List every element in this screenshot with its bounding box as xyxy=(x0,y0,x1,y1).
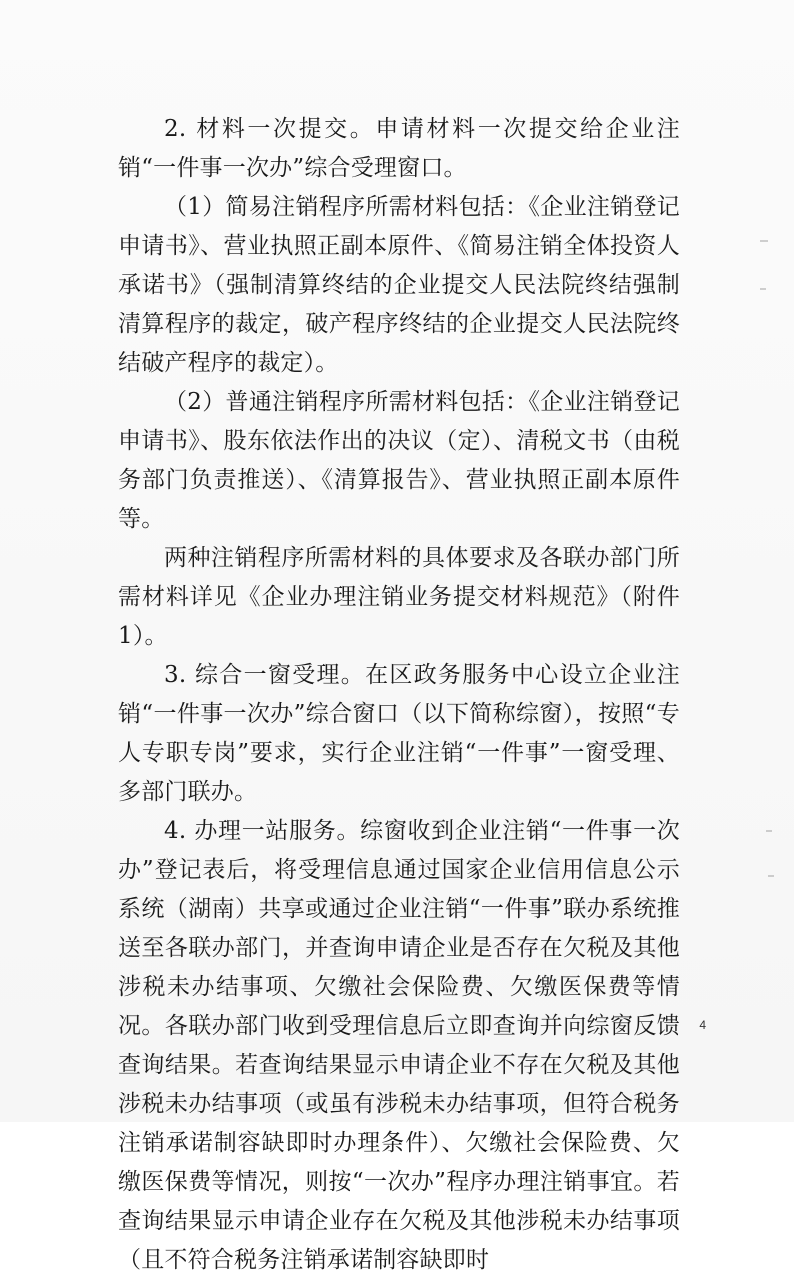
paragraph-simple-deregistration: （1）简易注销程序所需材料包括：《企业注销登记申请书》、营业执照正副本原件、《简易注销全体投资人承诺书》（强制清算终结的企业提交人民法院终结强制清算程序的裁定，破产程序终结的企业提交人民法院终结破产程序的裁定）。 xyxy=(118,194,680,376)
document-body xyxy=(118,110,680,1280)
scan-mark xyxy=(766,830,772,832)
paragraph-one-window-acceptance: 3. 综合一窗受理。在区政务服务中心设立企业注销“一件事一次办”综合窗口（以下简称综窗），按照“专人专职专岗”要求，实行企业注销“一件事”一窗受理、多部门联办。 xyxy=(118,662,680,805)
paragraph-one-stop-service: 4. 办理一站服务。综窗收到企业注销“一件事一次办”登记表后，将受理信息通过国家企业信用信息公示系统（湖南）共享或通过企业注销“一件事”联办系统推送至各联办部门，并查询申请企业是否存在欠税及其他涉税未办结事项、欠缴社会保险费、欠缴医保费等情况。各联办部门收到受理信息后立即查询并向综窗反馈查询结果。若查询结果显示申请企业不存在欠税及其他涉税未办结事项（或虽有涉税未办结事项，但符合税务注销承诺制容缺即时办理条件）、欠缴社会保险费、欠缴医保费等情况，则按“一次办”程序办理注销事宜。若查询结果显示申请企业存在欠税及其他涉税未办结事项（且不符合税务注销承诺制容缺即时 xyxy=(118,818,680,1273)
scan-mark xyxy=(760,288,766,290)
paragraph-ordinary-deregistration: （2）普通注销程序所需材料包括：《企业注销登记申请书》、股东依法作出的决议（定）、清税文书（由税务部门负责推送）、《清算报告》、营业执照正副本原件等。 xyxy=(118,389,680,532)
paragraph-material-specifications: 两种注销程序所需材料的具体要求及各联办部门所需材料详见《企业办理注销业务提交材料规范》（附件 1）。 xyxy=(118,545,680,649)
scan-mark xyxy=(760,240,768,242)
paragraph-materials-submission: 2. 材料一次提交。申请材料一次提交给企业注销“一件事一次办”综合受理窗口。 xyxy=(118,116,680,181)
scan-mark xyxy=(768,875,774,877)
page-number: 4 xyxy=(699,1018,706,1032)
